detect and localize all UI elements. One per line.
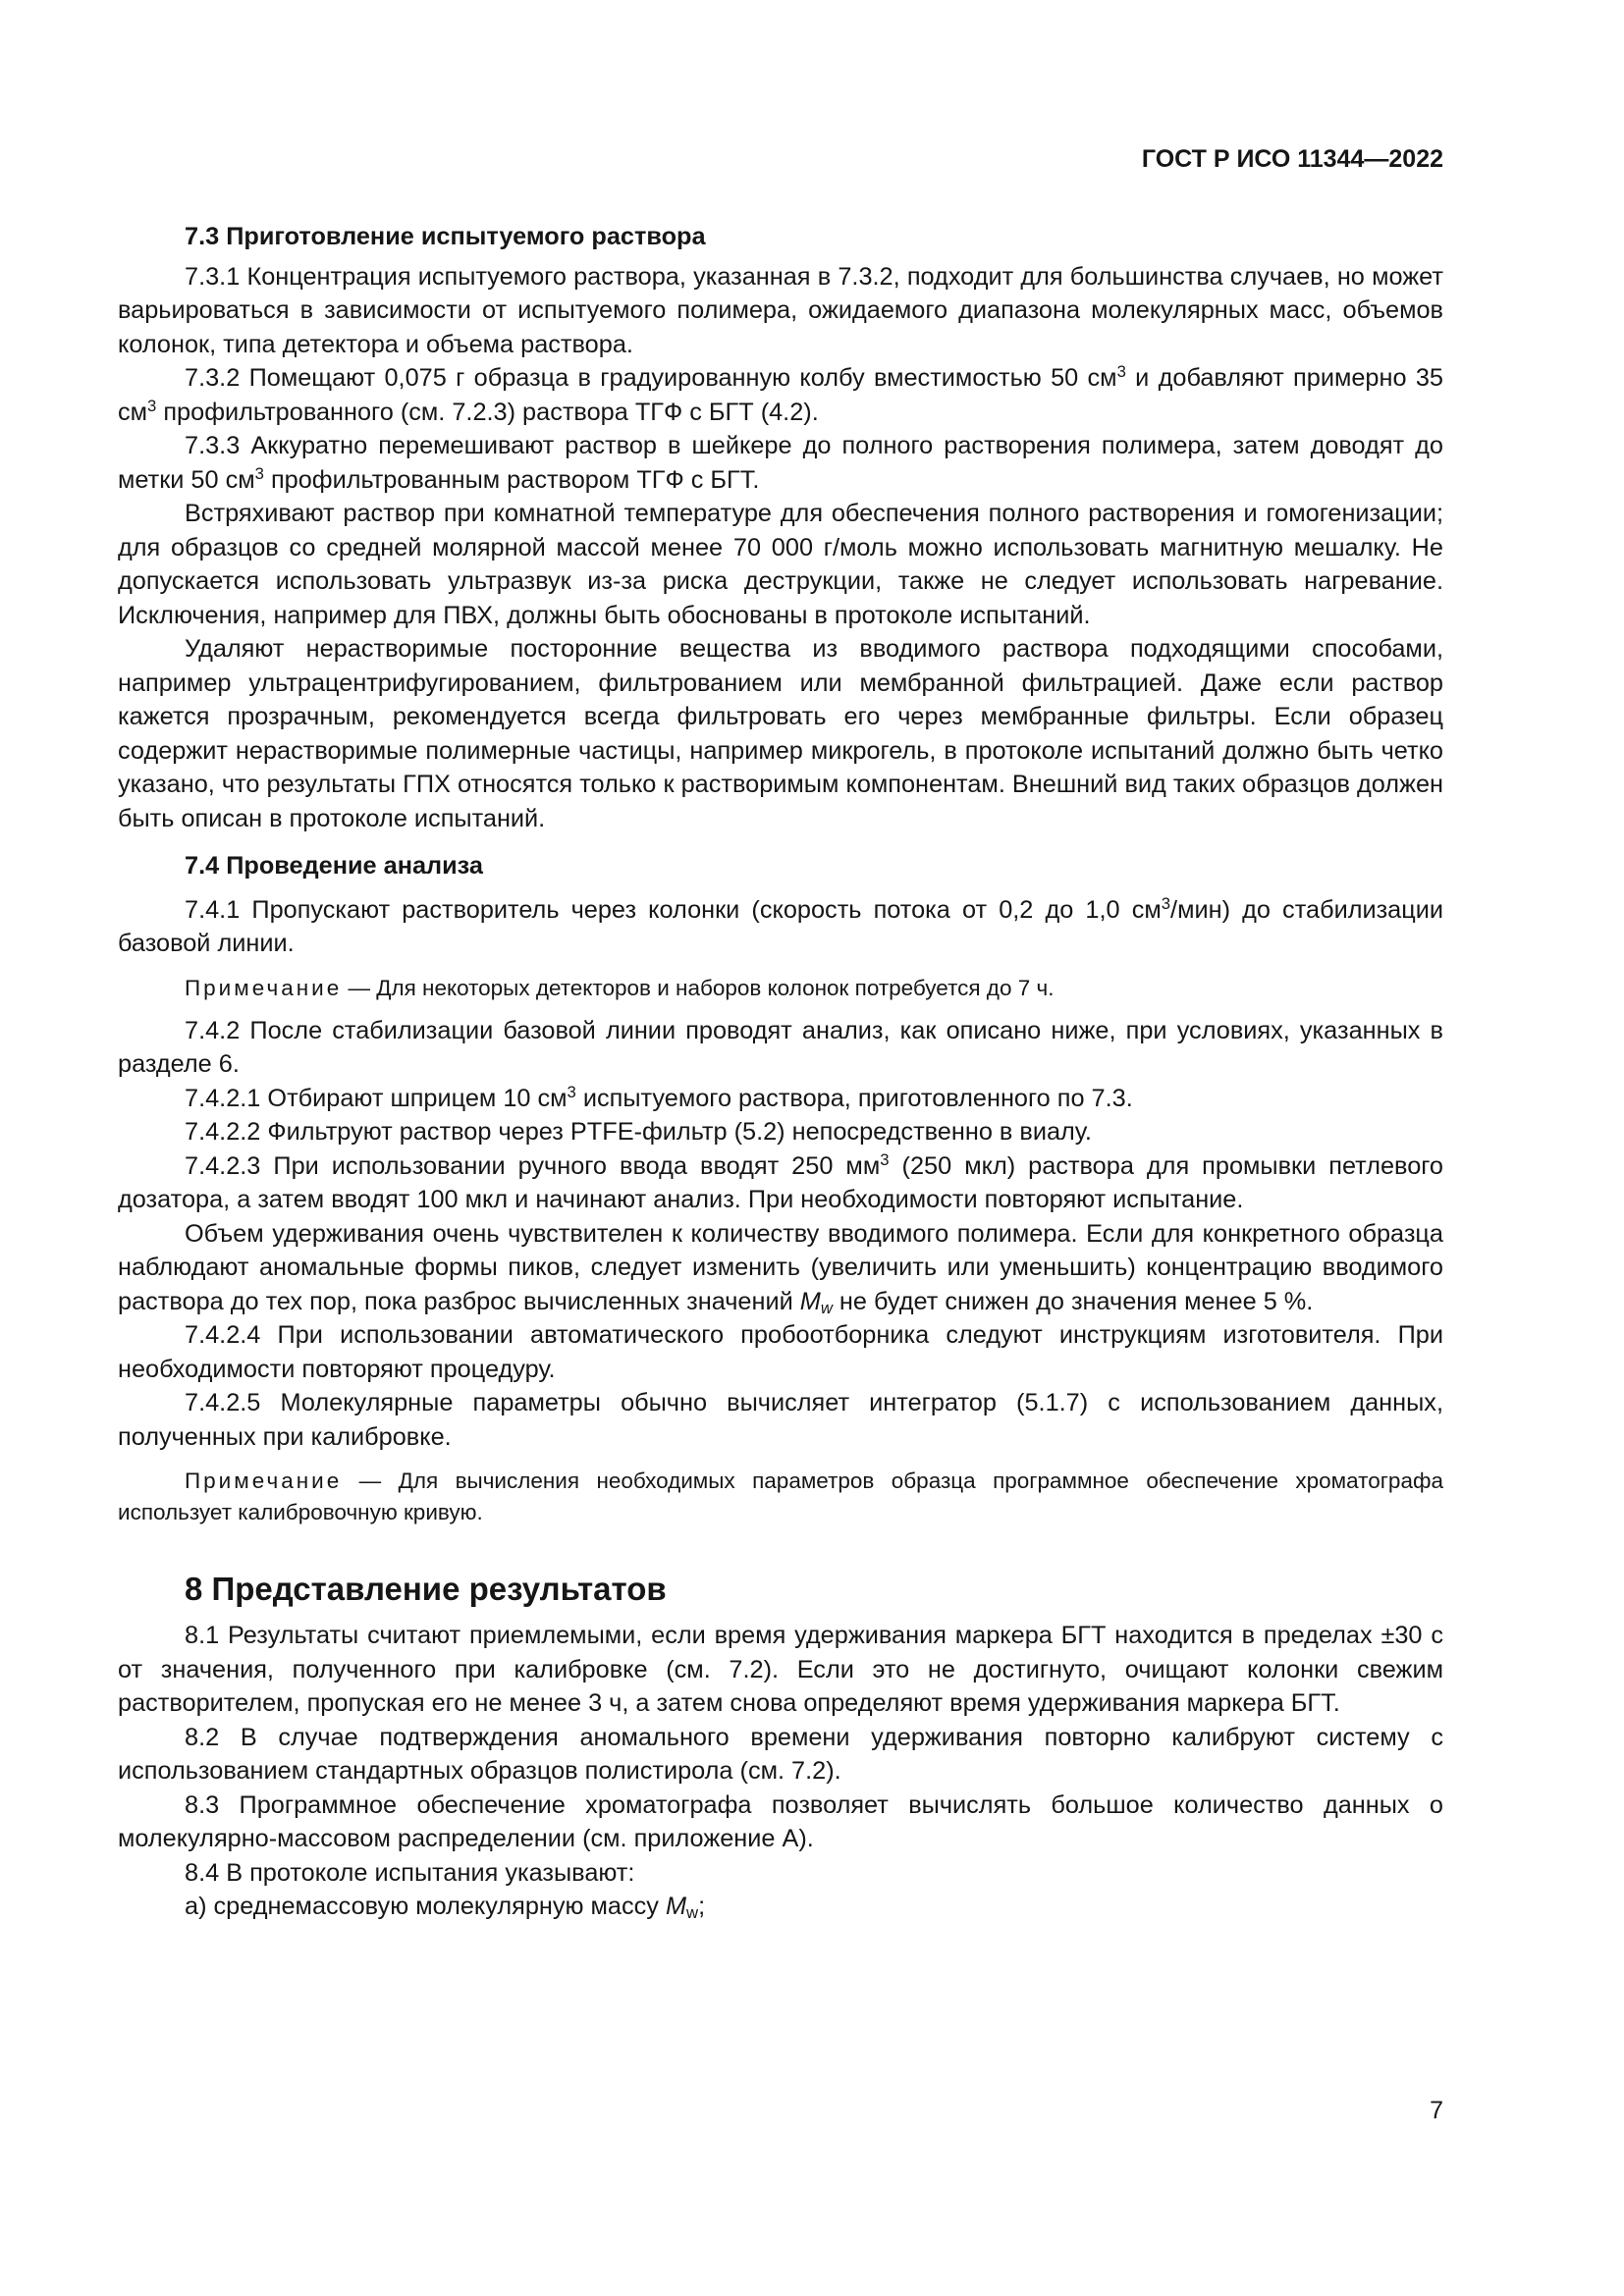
section-8-heading: 8 Представление результатов [185, 1571, 667, 1607]
para-7-3-1: 7.3.1 Концентрация испытуемого раствора, указанная в 7.3.2, подходит для большинства случаев, но может варьироваться в зависимости от испытуемого полимера, ожидаемого диапазона молекулярных масс, объемов колонок, типа детектора и объема раствора. [118, 262, 1443, 358]
note-1: Примечание — Для некоторых детекторов и наборов колонок потребуется до 7 ч. [185, 975, 1055, 1000]
para-7-4-1: 7.4.1 Пропускают растворитель через колонки (скорость потока от 0,2 до 1,0 $см^3/мин$) до стабилизации базовой линии. [118, 893, 1444, 957]
para-7-4-2-5: 7.4.2.5 Молекулярные параметры обычно вычисляет интегратор (5.1.7) с использованием данных, полученных при калибровке. [118, 1389, 1443, 1451]
note-label: Примечание [185, 975, 343, 1000]
para-7-3-2: 7.3.2 Помещают 0,075 г образца в градуированную колбу вместимостью 50 $см^3$ и добавляют примерно 35 $см^3$ профильтрованного (см. 7.2.3) раствора ТГФ с БГТ (4.2). [118, 361, 1443, 426]
page-number: 7 [1430, 2097, 1443, 2124]
para-8-4: 8.4 В протоколе испытания указывают: [185, 1858, 635, 1887]
para-7-4-2-2: 7.4.2.2 Фильтруют раствор через PTFE-фильтр (5.2) непосредственно в виалу. [185, 1118, 1092, 1146]
para-7-4-2-3: 7.4.2.3 При использовании ручного ввода вводят 250 $мм^3$ (250 мкл) раствора для промывки петлевого дозатора, а затем вводят 100 мкл и начинают анализ. При необходимости повторяют испытание. [118, 1149, 1444, 1213]
list-item-a: а) среднемассовую молекулярную массу $M_w$; [185, 1893, 706, 1923]
para-7-4-2-4: 7.4.2.4 При использовании автоматического пробоотборника следуют инструкциям изготовителя. При необходимости повторяют процедуру. [118, 1321, 1443, 1383]
note-2: Примечание — Для вычисления необходимых параметров образца программное обеспечение хроматографа использует калибровочную кривую. [118, 1468, 1443, 1524]
para-7-3-3: 7.3.3 Аккуратно перемешивают раствор в шейкере до полного растворения полимера, затем доводят до метки 50 $см^3$ профильтрованным раствором ТГФ с БГТ. [118, 432, 1443, 494]
document-header: ГОСТ Р ИСО 11344—2022 [1141, 145, 1443, 173]
para-7-4-2-1: 7.4.2.1 Отбирают шприцем 10 $см^3$ испытуемого раствора, приготовленного по 7.3. [185, 1082, 1133, 1112]
para-7-4-2: 7.4.2 После стабилизации базовой линии проводят анализ, как описано ниже, при условиях, указанных в разделе 6. [118, 1016, 1443, 1078]
note-label: Примечание [185, 1468, 343, 1493]
page-content [118, 220, 1443, 1924]
para-retention-volume: Объем удерживания очень чувствителен к количеству вводимого полимера. Если для конкретного образца наблюдают аномальные формы пиков, следует изменить (увеличить или уменьшить) концентрацию вводимого раствора до тех пор, пока разброс вычисленных значений $M_w$ не будет снижен до значения менее 5 %. [118, 1219, 1443, 1317]
para-8-2: 8.2 В случае подтверждения аномального времени удерживания повторно калибруют систему с использованием стандартных образцов полистирола (см. 7.2). [118, 1723, 1443, 1785]
para-remove-insolubles: Удаляют нерастворимые посторонние вещества из вводимого раствора подходящими способами, например ультрацентрифугированием, фильтрованием или мембранной фильтрацией. Даже если раствор кажется прозрачным, рекомендуется всегда фильтровать его через мембранные фильтры. Если образец содержит нерастворимые полимерные частицы, например микрогель, в протоколе испытаний должно быть четко указано, что результаты ГПХ относятся только к растворимым компонентам. Внешний вид таких образцов должен быть описан в протоколе испытаний. [118, 635, 1443, 832]
section-7-3-heading: 7.3 Приготовление испытуемого раствора [185, 223, 706, 250]
para-8-3: 8.3 Программное обеспечение хроматографа позволяет вычислять большое количество данных о молекулярно-массовом распределении (см. приложение А). [118, 1790, 1443, 1852]
para-8-1: 8.1 Результаты считают приемлемыми, если время удерживания маркера БГТ находится в пределах ±30 с от значения, полученного при калибровке (см. 7.2). Если это не достигнуто, очищают колонки свежим растворителем, пропуская его не менее 3 ч, а затем снова определяют время удерживания маркера БГТ. [118, 1622, 1443, 1717]
para-shake: Встряхивают раствор при комнатной температуре для обеспечения полного растворения и гомогенизации; для образцов со средней молярной массой менее 70 000 г/моль можно использовать магнитную мешалку. Не допускается использовать ультразвук из-за риска деструкции, также не следует использовать нагревание. Исключения, например для ПВХ, должны быть обоснованы в протоколе испытаний. [118, 500, 1443, 629]
section-7-4-heading: 7.4 Проведение анализа [185, 852, 483, 880]
